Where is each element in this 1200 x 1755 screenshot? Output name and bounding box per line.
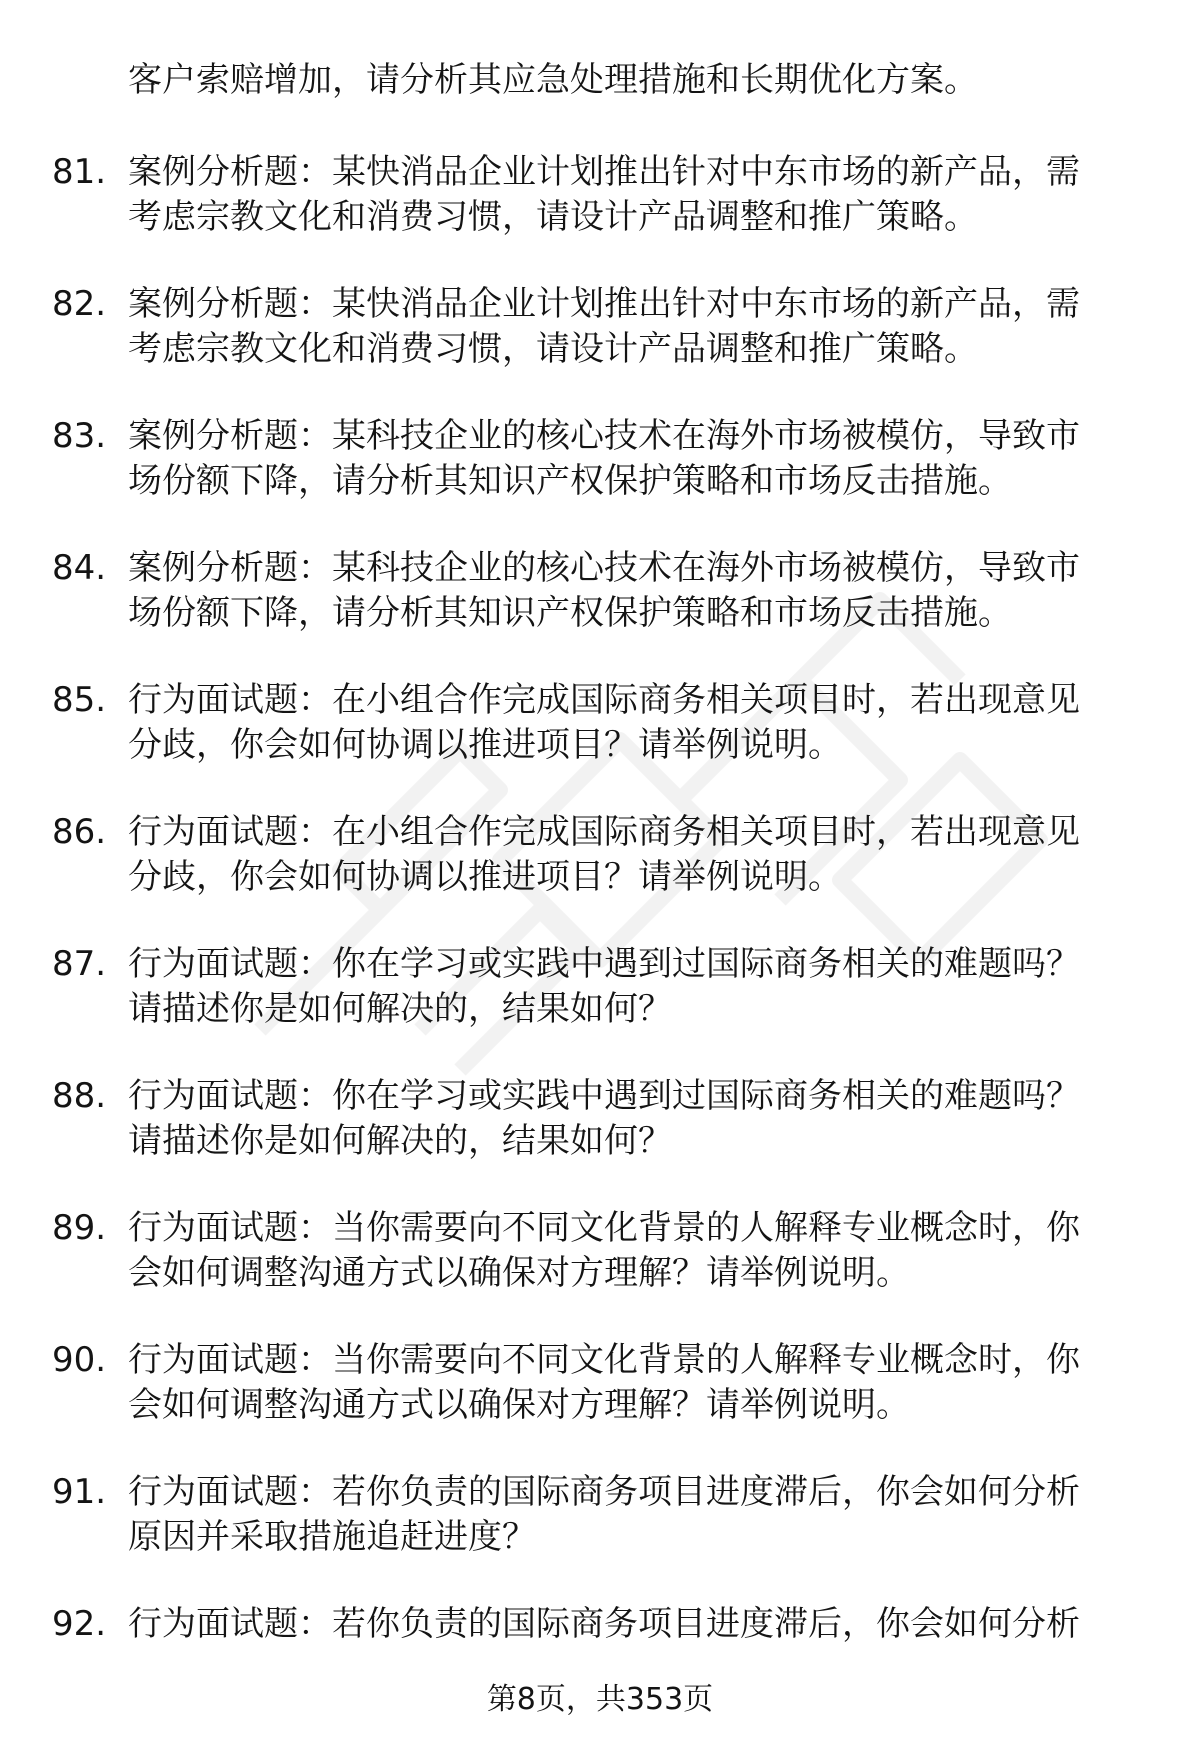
question-line: 分歧，你会如何协调以推进项目？请举例说明。: [128, 857, 842, 897]
question-text: [128, 1074, 1140, 1164]
question-line: 案例分析题：某科技企业的核心技术在海外市场被模仿，导致市: [128, 416, 1080, 456]
question-number: 90.: [52, 1340, 107, 1380]
question-text: [128, 546, 1140, 636]
question-number: 82.: [52, 284, 107, 324]
question-line: 行为面试题：当你需要向不同文化背景的人解释专业概念时，你: [128, 1208, 1080, 1248]
question-item-91: [0, 1470, 1200, 1602]
question-text: [128, 678, 1140, 768]
question-line: 考虑宗教文化和消费习惯，请设计产品调整和推广策略。: [128, 197, 978, 237]
question-line: 案例分析题：某快消品企业计划推出针对中东市场的新产品，需: [128, 284, 1080, 324]
question-number: 81.: [52, 152, 107, 192]
question-item-82: [0, 282, 1200, 414]
question-number: 84.: [52, 548, 107, 588]
question-line: 场份额下降，请分析其知识产权保护策略和市场反击措施。: [128, 593, 1012, 633]
question-line: 行为面试题：若你负责的国际商务项目进度滞后，你会如何分析: [128, 1472, 1080, 1512]
question-line: 案例分析题：某快消品企业计划推出针对中东市场的新产品，需: [128, 152, 1080, 192]
question-item-84: [0, 546, 1200, 678]
question-number: 88.: [52, 1076, 107, 1116]
question-number: 89.: [52, 1208, 107, 1248]
question-text: [128, 810, 1140, 900]
question-line: 请描述你是如何解决的，结果如何？: [128, 989, 672, 1029]
question-line: 考虑宗教文化和消费习惯，请设计产品调整和推广策略。: [128, 329, 978, 369]
question-line: 案例分析题：某科技企业的核心技术在海外市场被模仿，导致市: [128, 548, 1080, 588]
question-item-86: [0, 810, 1200, 942]
question-number: 87.: [52, 944, 107, 984]
question-line: 会如何调整沟通方式以确保对方理解？请举例说明。: [128, 1385, 910, 1425]
question-list: [0, 150, 1200, 1734]
question-line: 行为面试题：在小组合作完成国际商务相关项目时，若出现意见: [128, 680, 1080, 720]
continuation-line: 客户索赔增加，请分析其应急处理措施和长期优化方案。: [128, 60, 978, 100]
question-number: 91.: [52, 1472, 107, 1512]
question-line: 会如何调整沟通方式以确保对方理解？请举例说明。: [128, 1253, 910, 1293]
question-text: [128, 414, 1140, 504]
question-text: [128, 942, 1140, 1032]
question-number: 92.: [52, 1604, 107, 1644]
question-item-88: [0, 1074, 1200, 1206]
page-footer: 第8页，共353页: [486, 1682, 714, 1717]
question-item-89: [0, 1206, 1200, 1338]
question-text: [128, 282, 1140, 372]
question-text: [128, 1602, 1140, 1647]
question-line: 分歧，你会如何协调以推进项目？请举例说明。: [128, 725, 842, 765]
question-line: 请描述你是如何解决的，结果如何？: [128, 1121, 672, 1161]
question-number: 83.: [52, 416, 107, 456]
question-item-90: [0, 1338, 1200, 1470]
question-line: 场份额下降，请分析其知识产权保护策略和市场反击措施。: [128, 461, 1012, 501]
question-item-87: [0, 942, 1200, 1074]
question-text: [128, 1206, 1140, 1296]
question-line: 行为面试题：你在学习或实践中遇到过国际商务相关的难题吗？: [128, 1076, 1080, 1116]
question-number: 86.: [52, 812, 107, 852]
question-text: [128, 1470, 1140, 1560]
question-line: 行为面试题：当你需要向不同文化背景的人解释专业概念时，你: [128, 1340, 1080, 1380]
question-line: 行为面试题：你在学习或实践中遇到过国际商务相关的难题吗？: [128, 944, 1080, 984]
question-line: 行为面试题：在小组合作完成国际商务相关项目时，若出现意见: [128, 812, 1080, 852]
question-item-83: [0, 414, 1200, 546]
question-item-81: [0, 150, 1200, 282]
question-text: [128, 150, 1140, 240]
question-line: 原因并采取措施追赶进度？: [128, 1517, 536, 1557]
question-line: 行为面试题：若你负责的国际商务项目进度滞后，你会如何分析: [128, 1604, 1080, 1644]
question-text: [128, 1338, 1140, 1428]
question-number: 85.: [52, 680, 107, 720]
question-item-85: [0, 678, 1200, 810]
